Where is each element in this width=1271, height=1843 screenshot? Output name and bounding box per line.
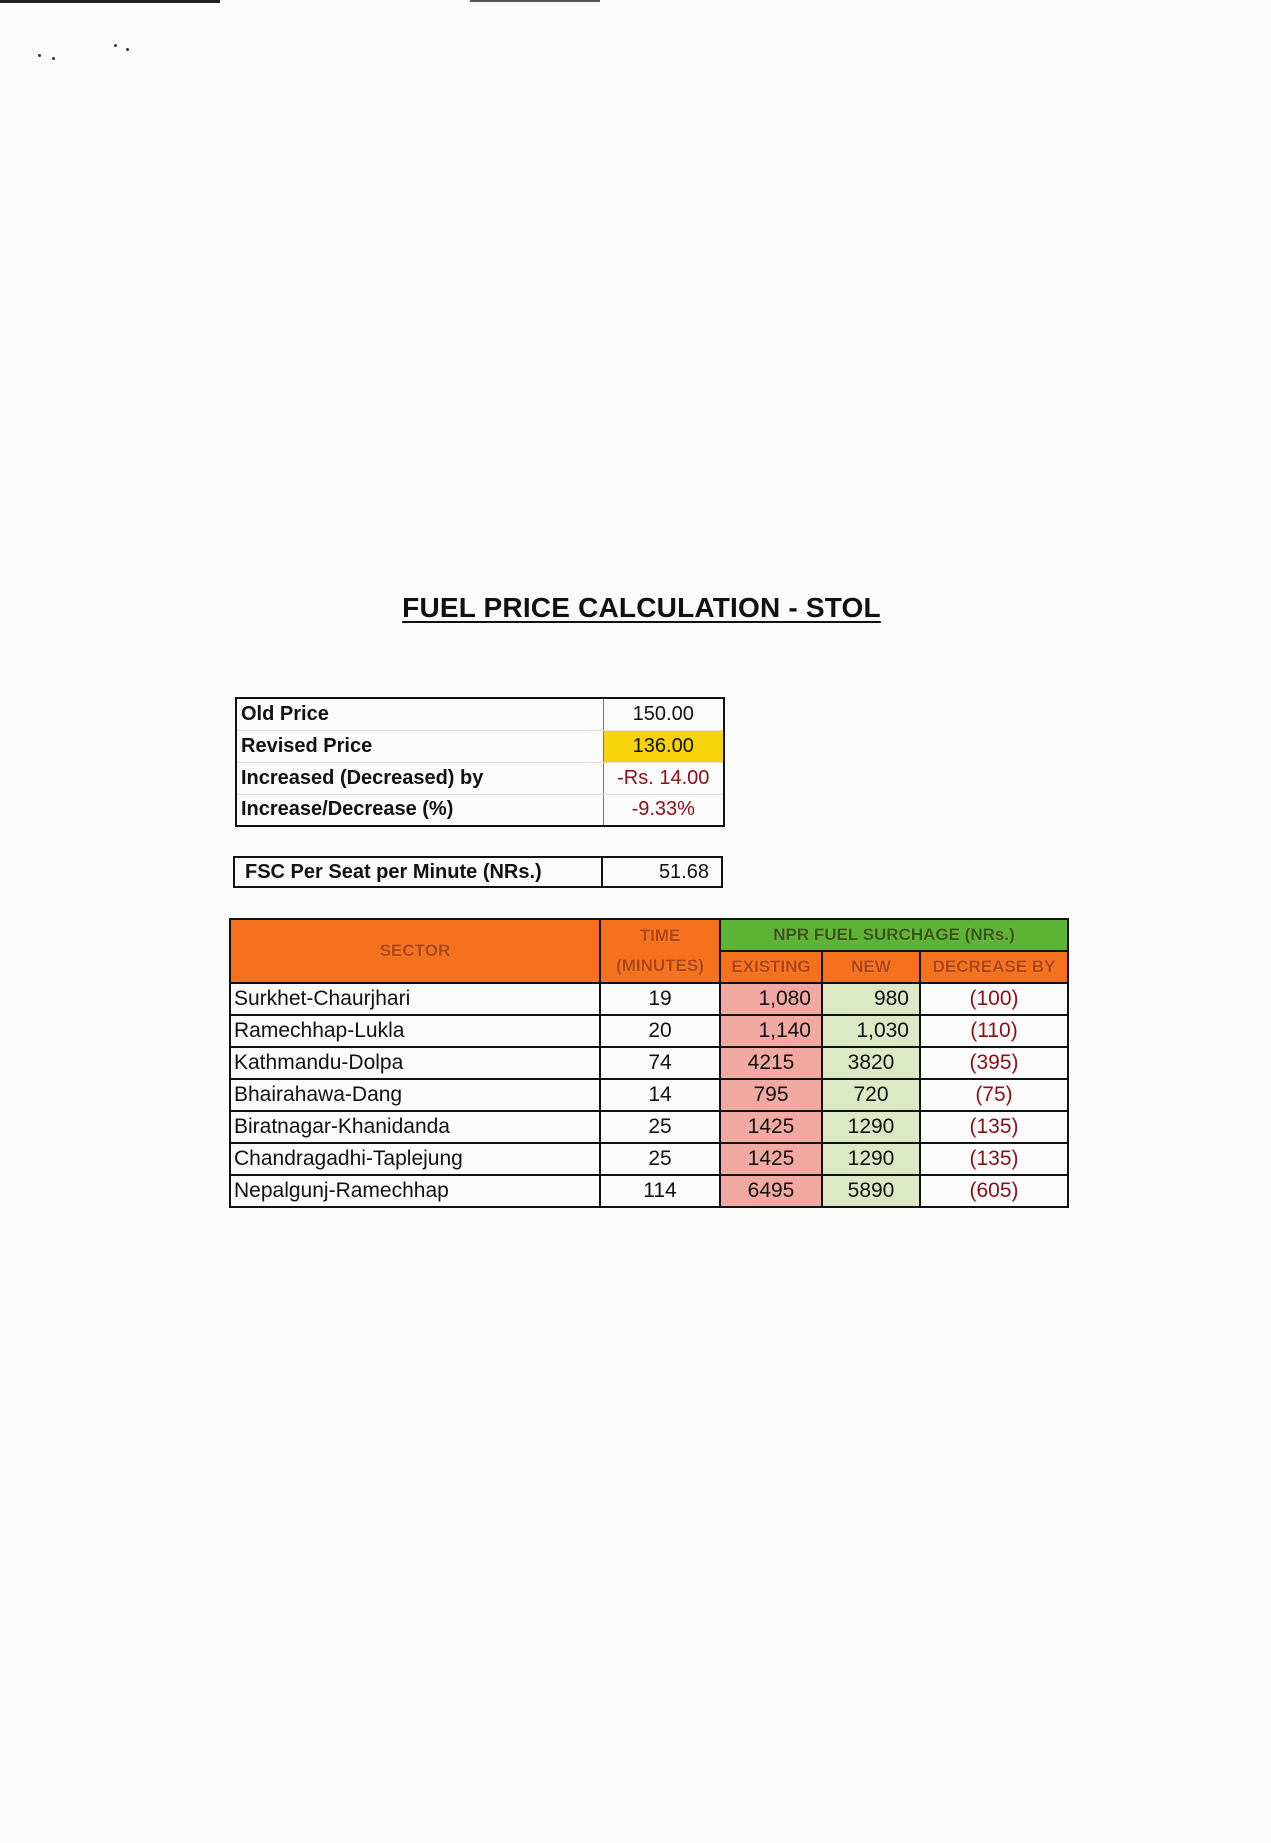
fsc-row (234, 857, 722, 887)
price-row-percent (236, 794, 724, 826)
price-percent-label: Increase/Decrease (%) (241, 798, 454, 821)
sector-surcharge-table (229, 918, 1069, 1208)
new-cell: 5890 (822, 1175, 920, 1207)
table-row (230, 1111, 1068, 1143)
price-row-revised (236, 730, 724, 762)
page-title (0, 592, 1271, 624)
scan-speck (126, 48, 129, 51)
header-fuel-surcharge: NPR FUEL SURCHAGE (NRs.) (720, 919, 1068, 951)
new-cell: 1,030 (822, 1015, 920, 1047)
header-time: TIME (MINUTES) (600, 919, 720, 983)
table-row (230, 1175, 1068, 1207)
decrease-cell: (135) (920, 1143, 1068, 1175)
decrease-cell: (110) (920, 1015, 1068, 1047)
existing-cell: 4215 (720, 1047, 822, 1079)
price-change-value: -Rs. 14.00 (603, 762, 724, 794)
time-cell: 25 (600, 1111, 720, 1143)
existing-cell: 1,080 (720, 983, 822, 1015)
price-percent-value: -9.33% (603, 794, 724, 826)
decrease-cell: (395) (920, 1047, 1068, 1079)
time-cell: 114 (600, 1175, 720, 1207)
table-row (230, 1047, 1068, 1079)
header-new: NEW (822, 951, 920, 983)
scan-edge-line (470, 0, 600, 2)
fsc-table (233, 856, 723, 888)
fsc-value: 51.68 (602, 857, 722, 887)
time-cell: 20 (600, 1015, 720, 1047)
new-cell: 3820 (822, 1047, 920, 1079)
table-row (230, 983, 1068, 1015)
header-row-top (230, 919, 1068, 951)
sector-cell: Biratnagar-Khanidanda (230, 1111, 600, 1143)
old-price-label: Old Price (236, 698, 603, 730)
revised-price-value: 136.00 (603, 730, 724, 762)
existing-cell: 1425 (720, 1111, 822, 1143)
fsc-label: FSC Per Seat per Minute (NRs.) (245, 860, 542, 883)
decrease-cell: (605) (920, 1175, 1068, 1207)
revised-price-label: Revised Price (236, 730, 603, 762)
sector-cell: Kathmandu-Dolpa (230, 1047, 600, 1079)
price-row-old (236, 698, 724, 730)
price-row-change (236, 762, 724, 794)
new-cell: 720 (822, 1079, 920, 1111)
time-cell: 25 (600, 1143, 720, 1175)
sector-cell: Ramechhap-Lukla (230, 1015, 600, 1047)
sector-cell: Bhairahawa-Dang (230, 1079, 600, 1111)
existing-cell: 795 (720, 1079, 822, 1111)
decrease-cell: (100) (920, 983, 1068, 1015)
time-cell: 19 (600, 983, 720, 1015)
header-sector: SECTOR (230, 919, 600, 983)
table-row (230, 1079, 1068, 1111)
decrease-cell: (135) (920, 1111, 1068, 1143)
scan-speck (38, 54, 41, 57)
old-price-value: 150.00 (603, 698, 724, 730)
new-cell: 980 (822, 983, 920, 1015)
time-cell: 74 (600, 1047, 720, 1079)
scan-speck (114, 44, 117, 47)
new-cell: 1290 (822, 1111, 920, 1143)
header-existing: EXISTING (720, 951, 822, 983)
scan-speck (52, 57, 55, 60)
price-summary-table (235, 697, 725, 827)
new-cell: 1290 (822, 1143, 920, 1175)
sector-cell: Chandragadhi-Taplejung (230, 1143, 600, 1175)
existing-cell: 6495 (720, 1175, 822, 1207)
table-row (230, 1143, 1068, 1175)
sector-cell: Surkhet-Chaurjhari (230, 983, 600, 1015)
table-row (230, 1015, 1068, 1047)
price-change-label: Increased (Decreased) by (236, 762, 603, 794)
existing-cell: 1,140 (720, 1015, 822, 1047)
header-decrease-by: DECREASE BY (920, 951, 1068, 983)
decrease-cell: (75) (920, 1079, 1068, 1111)
sector-cell: Nepalgunj-Ramechhap (230, 1175, 600, 1207)
existing-cell: 1425 (720, 1143, 822, 1175)
scan-edge-line (0, 0, 220, 3)
page-title-text: FUEL PRICE CALCULATION - STOL (402, 592, 881, 623)
time-cell: 14 (600, 1079, 720, 1111)
